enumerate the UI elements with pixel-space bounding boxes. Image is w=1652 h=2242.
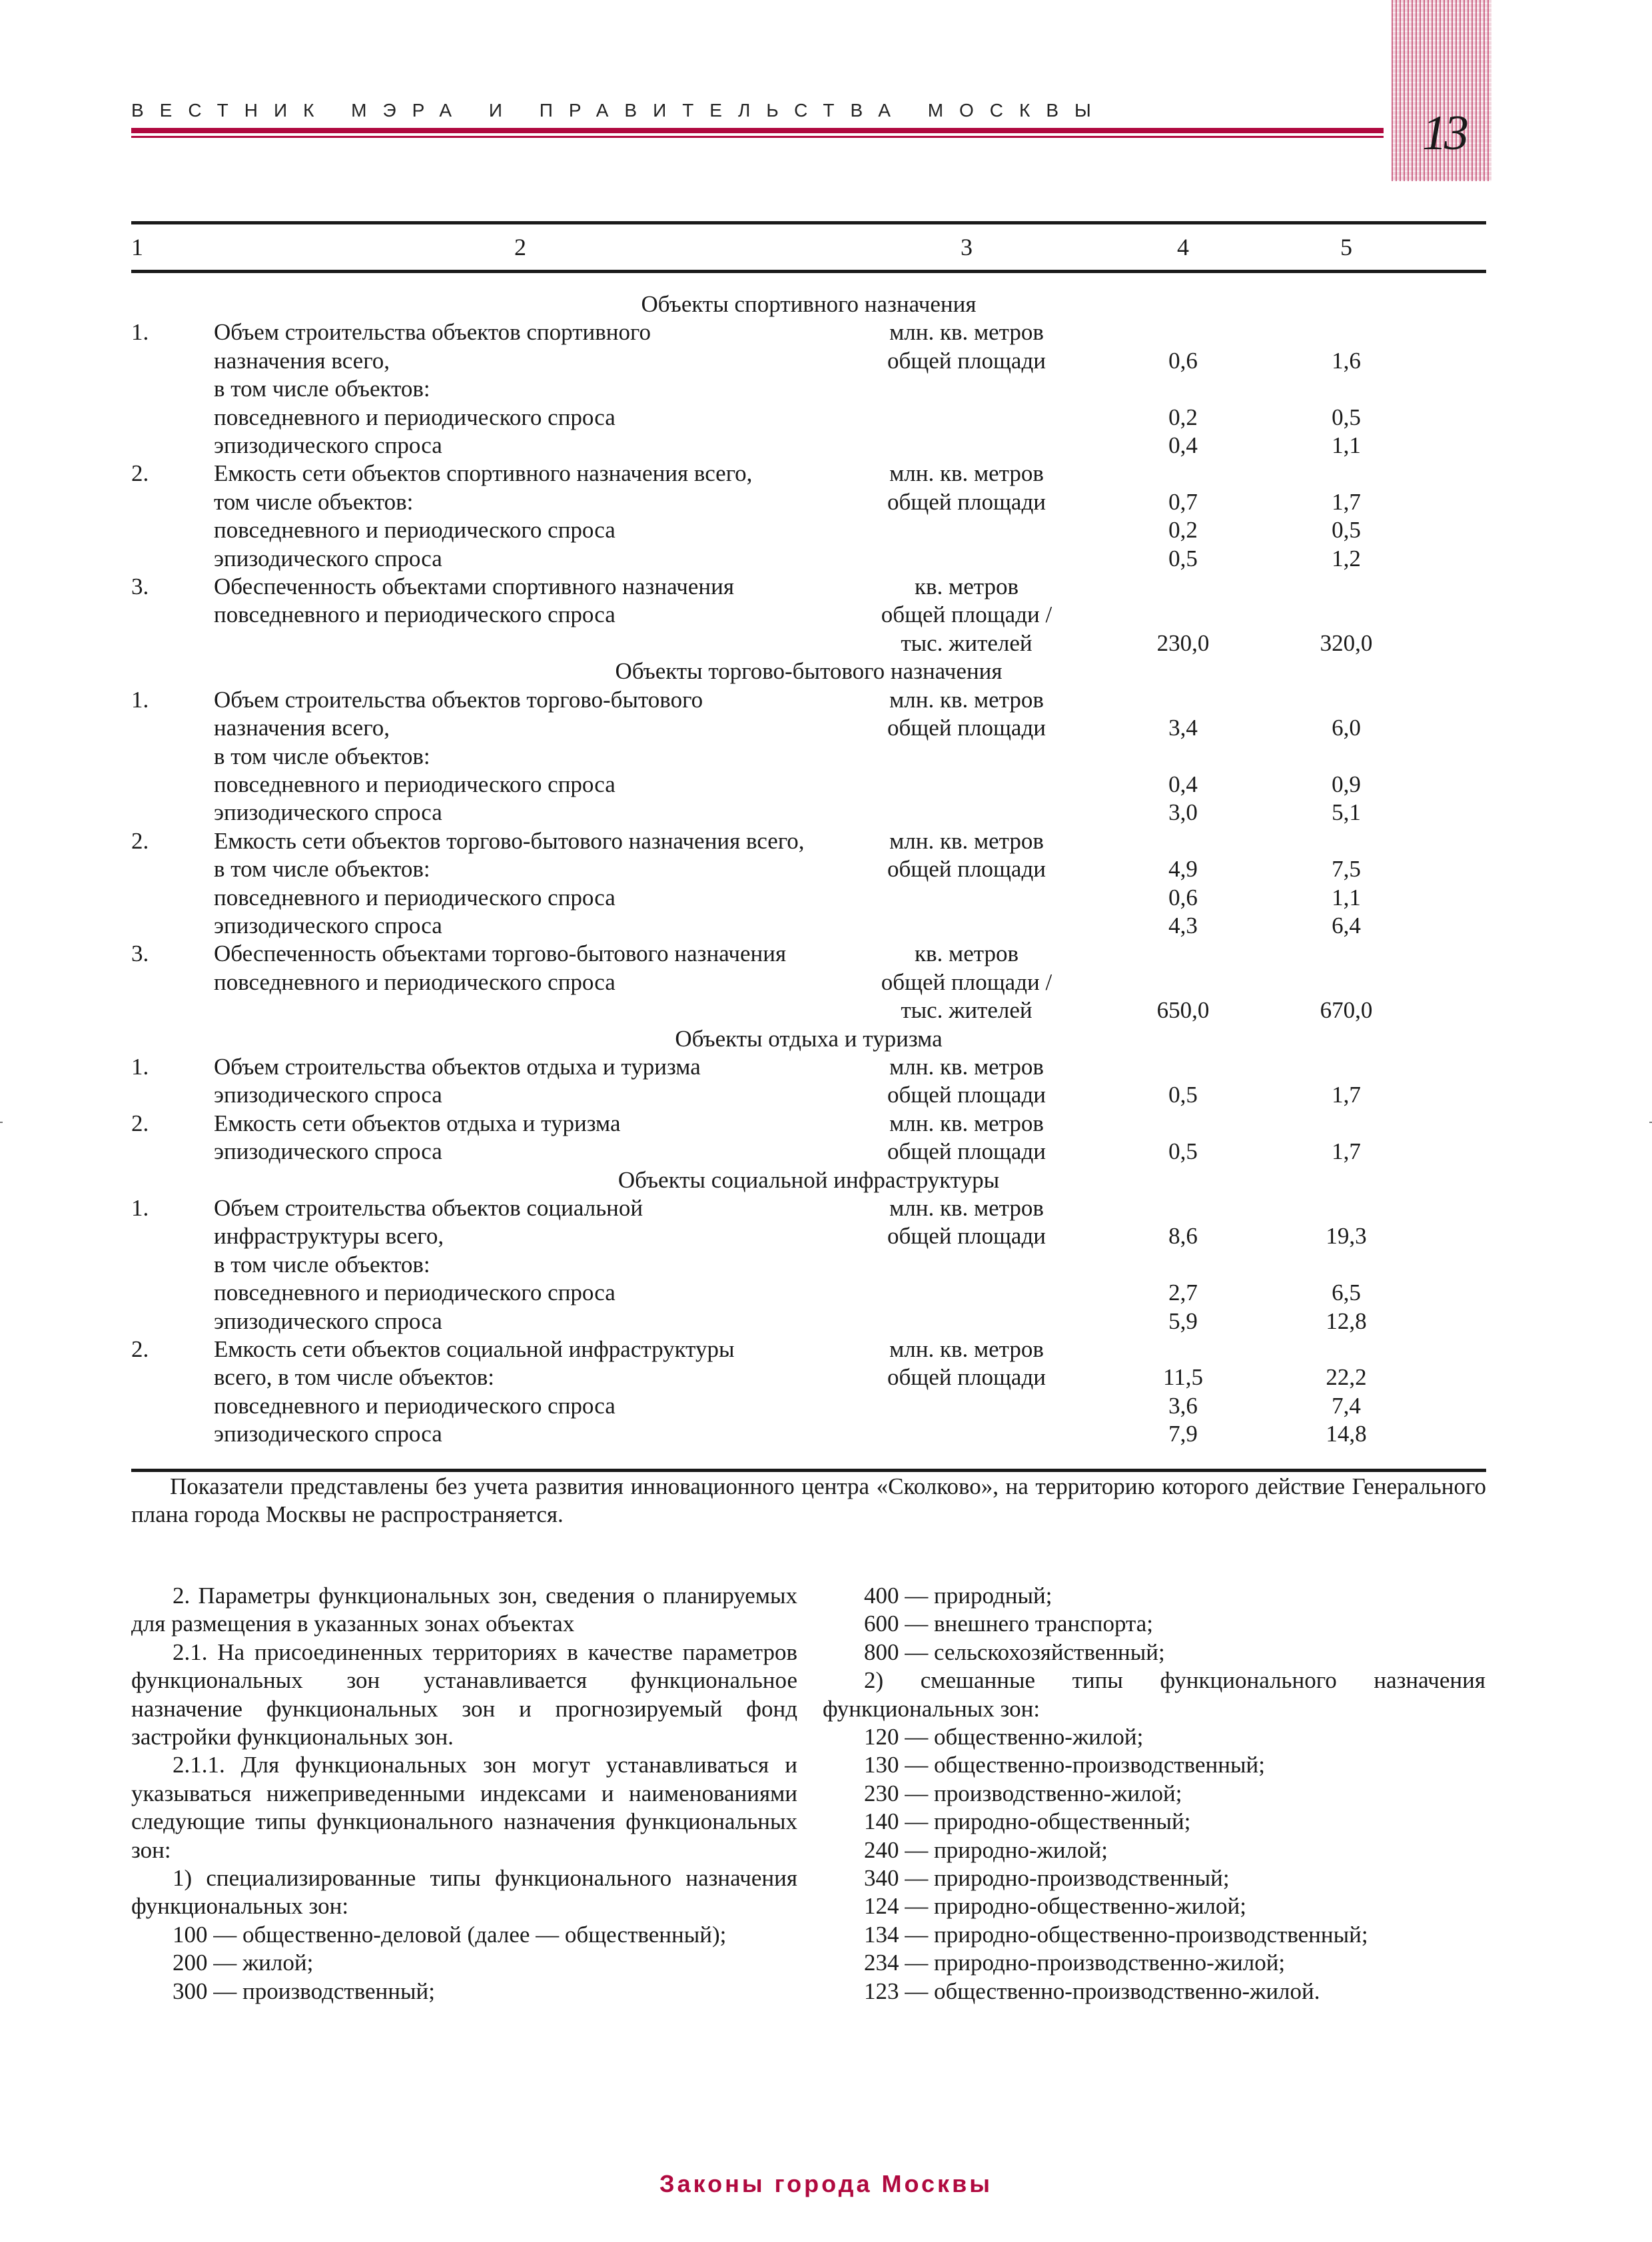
table-cell-c4 [1106,375,1260,403]
body-paragraph: 234 — природно-производственно-жилой; [864,1950,1286,1976]
table-cell-c5: 1,6 [1332,347,1361,374]
table-cell-c2: Объем строительства объектов торгово-бытового [214,686,703,713]
table-cell-c3 [827,771,1106,799]
table-cell-c1 [131,884,214,912]
table-cell-c5 [1260,1110,1433,1138]
table-cell-c5 [1260,686,1433,714]
table-row [131,743,1486,771]
table-cell-c2: эпизодического спроса [214,799,442,826]
table-cell-c3: общей площади / [881,968,1052,995]
header-rule-thick [131,128,1384,133]
table-cell-c5: 1,1 [1332,884,1361,911]
table-cell-c3: общей площади [887,1082,1046,1108]
table-cell-c2: назначения всего, [214,347,390,374]
table-cell-c3: общей площади [887,347,1046,374]
table-cell-c4 [1106,573,1260,601]
column-header-3: 3 [961,234,973,260]
table-row [131,912,1486,940]
body-paragraph: 240 — природно-жилой; [864,1836,1108,1863]
table-cell-c2: в том числе объектов: [214,743,430,769]
table-cell-c2: Емкость сети объектов спортивного назначения всего, [214,460,753,487]
body-paragraph: 340 — природно-производственный; [864,1865,1230,1892]
table-cell-c4: 0,6 [1168,884,1198,911]
table-cell-c5 [1260,1335,1433,1363]
table-cell-c4: 0,6 [1168,347,1198,374]
table-cell-c1: 2. [131,827,149,854]
crop-mark-right [1649,1122,1652,1123]
table-cell-c5: 0,5 [1332,517,1361,544]
table-cell-c4: 650,0 [1156,997,1210,1024]
table-cell-c2: эпизодического спроса [214,1138,442,1165]
table-cell-c1 [131,629,214,657]
table-cell-c4 [1106,460,1260,488]
header-rule-thin [131,136,1384,138]
table-cell-c4 [1106,1335,1260,1363]
table-cell-c4: 7,9 [1168,1421,1198,1447]
table-header-row [131,224,1486,270]
table-cell-c4 [1106,827,1260,855]
table-cell-c3: млн. кв. метров [889,1110,1044,1136]
body-paragraph: 130 — общественно-производственный; [864,1752,1265,1778]
table-cell-c4: 0,7 [1168,488,1198,515]
table-cell-c5: 0,5 [1332,404,1361,430]
table-cell-c4 [1106,1110,1260,1138]
table-cell-c5 [1260,573,1433,601]
table-cell-c3: млн. кв. метров [889,1195,1044,1221]
table-cell-c3: тыс. жителей [901,997,1032,1024]
table-row [131,1392,1486,1420]
table-cell-c4 [1106,1251,1260,1279]
body-paragraph: 140 — природно-общественный; [864,1808,1191,1835]
table-cell-c2: повседневного и периодического спроса [214,601,616,628]
table-cell-c3 [827,884,1106,912]
table-cell-c4 [1106,686,1260,714]
table-cell-c2: Емкость сети объектов торгово-бытового назначения всего, [214,827,805,854]
table-cell-c3: кв. метров [915,940,1019,967]
table-cell-c2: Емкость сети объектов социальной инфраструктуры [214,1336,735,1363]
table-cell-c4: 0,2 [1168,517,1198,544]
table-cell-c4: 0,5 [1168,1138,1198,1165]
table-cell-c2: всего, в том числе объектов: [214,1364,494,1391]
table-cell-c1 [131,375,214,403]
crop-mark-left [0,1122,3,1123]
table-cell-c4 [1106,743,1260,771]
table-cell-c1: 1. [131,686,149,713]
table-cell-c2: Емкость сети объектов отдыха и туризма [214,1110,621,1136]
table-cell-c2: эпизодического спроса [214,1082,442,1108]
table-cell-c3 [827,1279,1106,1307]
table-cell-c1 [131,601,214,629]
table-cell-c4: 0,5 [1168,1082,1198,1108]
table-cell-c3 [827,799,1106,827]
table-section-heading: Объекты торгово-бытового назначения [615,658,1003,685]
table-row [131,940,1486,968]
table-cell-c1 [131,714,214,742]
table-cell-c4: 5,9 [1168,1308,1198,1334]
table-row [131,1194,1486,1222]
body-paragraph: 2) смешанные типы функционального назначения функциональных зон: [823,1667,1485,1722]
table-cell-c2: в том числе объектов: [214,376,430,402]
table-cell-c3: общей площади [887,715,1046,741]
table-cell-c4: 0,4 [1168,432,1198,459]
table-cell-c3 [827,375,1106,403]
table-cell-c3 [827,1308,1106,1335]
table-cell-c3: кв. метров [915,573,1019,600]
table-cell-c3: млн. кв. метров [889,686,1044,713]
table-row [131,771,1486,799]
table-row [131,855,1486,883]
table-row [131,1081,1486,1109]
table-row [131,488,1486,516]
table-cell-c4: 0,5 [1168,545,1198,571]
indicators-table [131,221,1486,1472]
table-cell-c5: 320,0 [1320,629,1373,656]
table-cell-c2: повседневного и периодического спроса [214,884,616,911]
table-footnote: Показатели представлены без учета развития инновационного центра «Сколково», на территорию которого действие Генерального плана города Москвы не распространяется. [131,1473,1486,1527]
table-cell-c1 [131,516,214,544]
table-cell-c1 [131,432,214,460]
table-cell-c2: повседневного и периодического спроса [214,968,616,995]
table-cell-c5 [1260,1053,1433,1081]
table-section-heading: Объекты отдыха и туризма [675,1025,943,1052]
table-cell-c1 [131,1308,214,1335]
table-row [131,884,1486,912]
table-row [131,601,1486,629]
body-paragraph: 2.1.1. Для функциональных зон могут устанавливаться и указываться нижеприведенными индексами и наименованиями следующие типы функционального назначения функциональных зон: [131,1752,797,1863]
table-cell-c1 [131,996,214,1024]
table-cell-c5 [1260,460,1433,488]
body-paragraph: 2. Параметры функциональных зон, сведения о планируемых для размещения в указанных зонах объектах [131,1583,797,1637]
body-paragraph: 600 — внешнего транспорта; [864,1611,1154,1637]
body-paragraph: 1) специализированные типы функционального назначения функциональных зон: [131,1865,797,1920]
table-row [131,1222,1486,1250]
table-cell-c3 [827,1251,1106,1279]
table-row [131,996,1486,1024]
table-cell-c5: 1,7 [1332,1082,1361,1108]
body-paragraph: 124 — природно-общественно-жилой; [864,1893,1246,1920]
table-cell-c5: 5,1 [1332,799,1361,826]
table-cell-c2: эпизодического спроса [214,912,442,938]
body-paragraph: 800 — сельскохозяйственный; [864,1639,1165,1665]
table-row [131,573,1486,601]
table-cell-c4: 3,6 [1168,1392,1198,1419]
table-cell-c3: общей площади [887,1138,1046,1165]
table-row [131,686,1486,714]
table-cell-c5: 670,0 [1320,997,1373,1024]
table-cell-c1 [131,968,214,996]
table-cell-c2: назначения всего, [214,715,390,741]
table-cell-c4 [1106,1053,1260,1081]
column-header-5: 5 [1340,234,1352,260]
table-cell-c3: млн. кв. метров [889,319,1044,346]
table-row [131,545,1486,573]
table-cell-c1: 2. [131,1110,149,1136]
table-cell-c1 [131,1279,214,1307]
body-paragraph: 300 — производственный; [173,1978,435,2004]
table-row [131,799,1486,827]
table-cell-c1: 3. [131,940,149,967]
table-cell-c1 [131,1420,214,1448]
table-cell-c1 [131,1251,214,1279]
table-cell-c4: 0,2 [1168,404,1198,430]
table-cell-c5: 6,4 [1332,912,1361,938]
table-cell-c4 [1106,968,1260,996]
column-header-4: 4 [1177,234,1189,260]
footer-section-title: Законы города Москвы [659,2170,993,2197]
table-cell-c5: 0,9 [1332,771,1361,797]
table-row [131,827,1486,855]
table-cell-c5: 1,7 [1332,488,1361,515]
table-row [131,629,1486,657]
table-cell-c1: 1. [131,1053,149,1080]
table-cell-c5 [1260,827,1433,855]
table-row [131,1138,1486,1166]
table-cell-c4: 11,5 [1163,1364,1203,1391]
table-cell-c1 [131,799,214,827]
table-cell-c4 [1106,601,1260,629]
table-cell-c2: повседневного и периодического спроса [214,771,616,797]
page-number: 13 [1422,106,1466,161]
table-cell-c1 [131,771,214,799]
table-cell-c1: 2. [131,460,149,487]
table-cell-c2: в том числе объектов: [214,1251,430,1278]
table-cell-c5: 14,8 [1326,1421,1367,1447]
table-cell-c2: Объем строительства объектов спортивного [214,319,651,346]
table-cell-c3 [827,516,1106,544]
table-cell-c2: Объем строительства объектов отдыха и туризма [214,1053,701,1080]
table-cell-c1 [131,743,214,771]
table-cell-c4: 3,4 [1168,715,1198,741]
table-cell-c2: повседневного и периодического спроса [214,517,616,544]
table-cell-c2: Обеспеченность объектами торгово-бытового назначения [214,940,787,967]
table-row [131,375,1486,403]
table-row [131,1110,1486,1138]
table-row [131,347,1486,375]
table-cell-c3 [827,1392,1106,1420]
body-paragraph: 400 — природный; [864,1583,1052,1609]
table-row [131,1308,1486,1335]
table-cell-c5: 22,2 [1326,1364,1367,1391]
table-section-heading: Объекты спортивного назначения [641,291,977,317]
table-cell-c5 [1260,968,1433,996]
table-cell-c2: том числе объектов: [214,488,414,515]
table-cell-c5 [1260,743,1433,771]
table-cell-c3: млн. кв. метров [889,1336,1044,1363]
table-cell-c3: млн. кв. метров [889,827,1044,854]
table-cell-c3: общей площади [887,856,1046,883]
table-cell-c3 [827,404,1106,432]
table-cell-c5: 19,3 [1326,1223,1367,1250]
table-row [131,404,1486,432]
table-cell-c1: 3. [131,573,149,600]
table-section-heading: Объекты социальной инфраструктуры [618,1166,1000,1193]
table-cell-c1 [131,545,214,573]
table-cell-c2: эпизодического спроса [214,432,442,459]
table-cell-c1 [131,912,214,940]
table-cell-c2: повседневного и периодического спроса [214,404,616,430]
table-cell-c1: 1. [131,1195,149,1221]
table-cell-c5 [1260,318,1433,346]
body-column-right [823,1582,1485,2006]
table-cell-c5: 6,5 [1332,1280,1361,1306]
table-cell-c3 [827,545,1106,573]
table-row [131,1053,1486,1081]
table-row [131,714,1486,742]
table-cell-c2: эпизодического спроса [214,1421,442,1447]
table-cell-c3: млн. кв. метров [889,1053,1044,1080]
body-paragraph: 120 — общественно-жилой; [864,1724,1144,1750]
table-cell-c4: 4,9 [1168,856,1198,883]
table-cell-c4: 230,0 [1156,629,1210,656]
table-cell-c2: эпизодического спроса [214,1308,442,1334]
table-cell-c5 [1260,1194,1433,1222]
table-cell-c5: 6,0 [1332,715,1361,741]
table-cell-c5: 1,2 [1332,545,1361,571]
table-cell-c1 [131,1081,214,1109]
table-cell-c4: 2,7 [1168,1280,1198,1306]
table-cell-c2: повседневного и периодического спроса [214,1392,616,1419]
table-cell-c2 [214,996,827,1024]
table-cell-c3: общей площади [887,1364,1046,1391]
table-cell-c1 [131,1138,214,1166]
table-cell-c1 [131,855,214,883]
table-cell-c4 [1106,940,1260,968]
table-cell-c3 [827,432,1106,460]
table-cell-c5 [1260,1251,1433,1279]
body-paragraph: 200 — жилой; [173,1950,314,1976]
table-cell-c3: общей площади [887,1223,1046,1250]
table-cell-c3 [827,743,1106,771]
table-cell-c3: тыс. жителей [901,629,1032,656]
table-cell-c5 [1260,375,1433,403]
table-row [131,318,1486,346]
table-cell-c4: 3,0 [1168,799,1198,826]
table-cell-c3 [827,1420,1106,1448]
table-cell-c1 [131,1363,214,1391]
table-cell-c5 [1260,940,1433,968]
table-cell-c2: в том числе объектов: [214,856,430,883]
column-header-1: 1 [131,234,143,260]
body-paragraph: 2.1. На присоединенных территориях в качестве параметров функциональных зон устанавливается функциональное назначение функциональных зон и прогнозируемый фонд застройки функциональных зон. [131,1639,797,1750]
table-cell-c4: 8,6 [1168,1223,1198,1250]
body-column-left [131,1582,797,2006]
table-row [131,1251,1486,1279]
table-row [131,1363,1486,1391]
table-row [131,460,1486,488]
table-cell-c5: 1,1 [1332,432,1361,459]
table-cell-c1 [131,347,214,375]
table-cell-c5 [1260,601,1433,629]
table-cell-c1 [131,1222,214,1250]
table-cell-c5: 12,8 [1326,1308,1367,1334]
table-cell-c1 [131,488,214,516]
table-row [131,968,1486,996]
table-row [131,516,1486,544]
table-row [131,1335,1486,1363]
table-row [131,1420,1486,1448]
body-paragraph: 123 — общественно-производственно-жилой. [864,1978,1320,2004]
table-cell-c3: общей площади / [881,601,1052,628]
body-paragraph: 230 — производственно-жилой; [864,1780,1182,1806]
column-header-2: 2 [514,234,526,260]
masthead-title: ВЕСТНИК МЭРА И ПРАВИТЕЛЬСТВА МОСКВЫ [131,100,1107,121]
table-cell-c4: 0,4 [1168,771,1198,797]
table-body [131,290,1486,1449]
body-paragraph: 100 — общественно-деловой (далее — общественный); [173,1921,727,1948]
table-cell-c3 [827,912,1106,940]
table-cell-c2: Обеспеченность объектами спортивного назначения [214,573,734,600]
table-cell-c1 [131,404,214,432]
table-rule-bottom [131,1469,1486,1472]
table-cell-c4: 4,3 [1168,912,1198,938]
table-cell-c1: 2. [131,1336,149,1363]
table-cell-c2: эпизодического спроса [214,545,442,571]
table-cell-c2: инфраструктуры всего, [214,1223,444,1250]
table-cell-c3: общей площади [887,488,1046,515]
table-rule-header [131,270,1486,273]
table-cell-c2: Объем строительства объектов социальной [214,1195,643,1221]
table-cell-c5: 7,5 [1332,856,1361,883]
table-cell-c5: 7,4 [1332,1392,1361,1419]
table-cell-c2 [214,629,827,657]
table-cell-c3: млн. кв. метров [889,460,1044,487]
table-row [131,432,1486,460]
table-cell-c1 [131,1392,214,1420]
table-row [131,1279,1486,1307]
table-cell-c4 [1106,1194,1260,1222]
table-cell-c4 [1106,318,1260,346]
table-cell-c2: повседневного и периодического спроса [214,1280,616,1306]
table-cell-c1: 1. [131,319,149,346]
table-cell-c5: 1,7 [1332,1138,1361,1165]
body-paragraph: 134 — природно-общественно-производственный; [864,1921,1368,1948]
